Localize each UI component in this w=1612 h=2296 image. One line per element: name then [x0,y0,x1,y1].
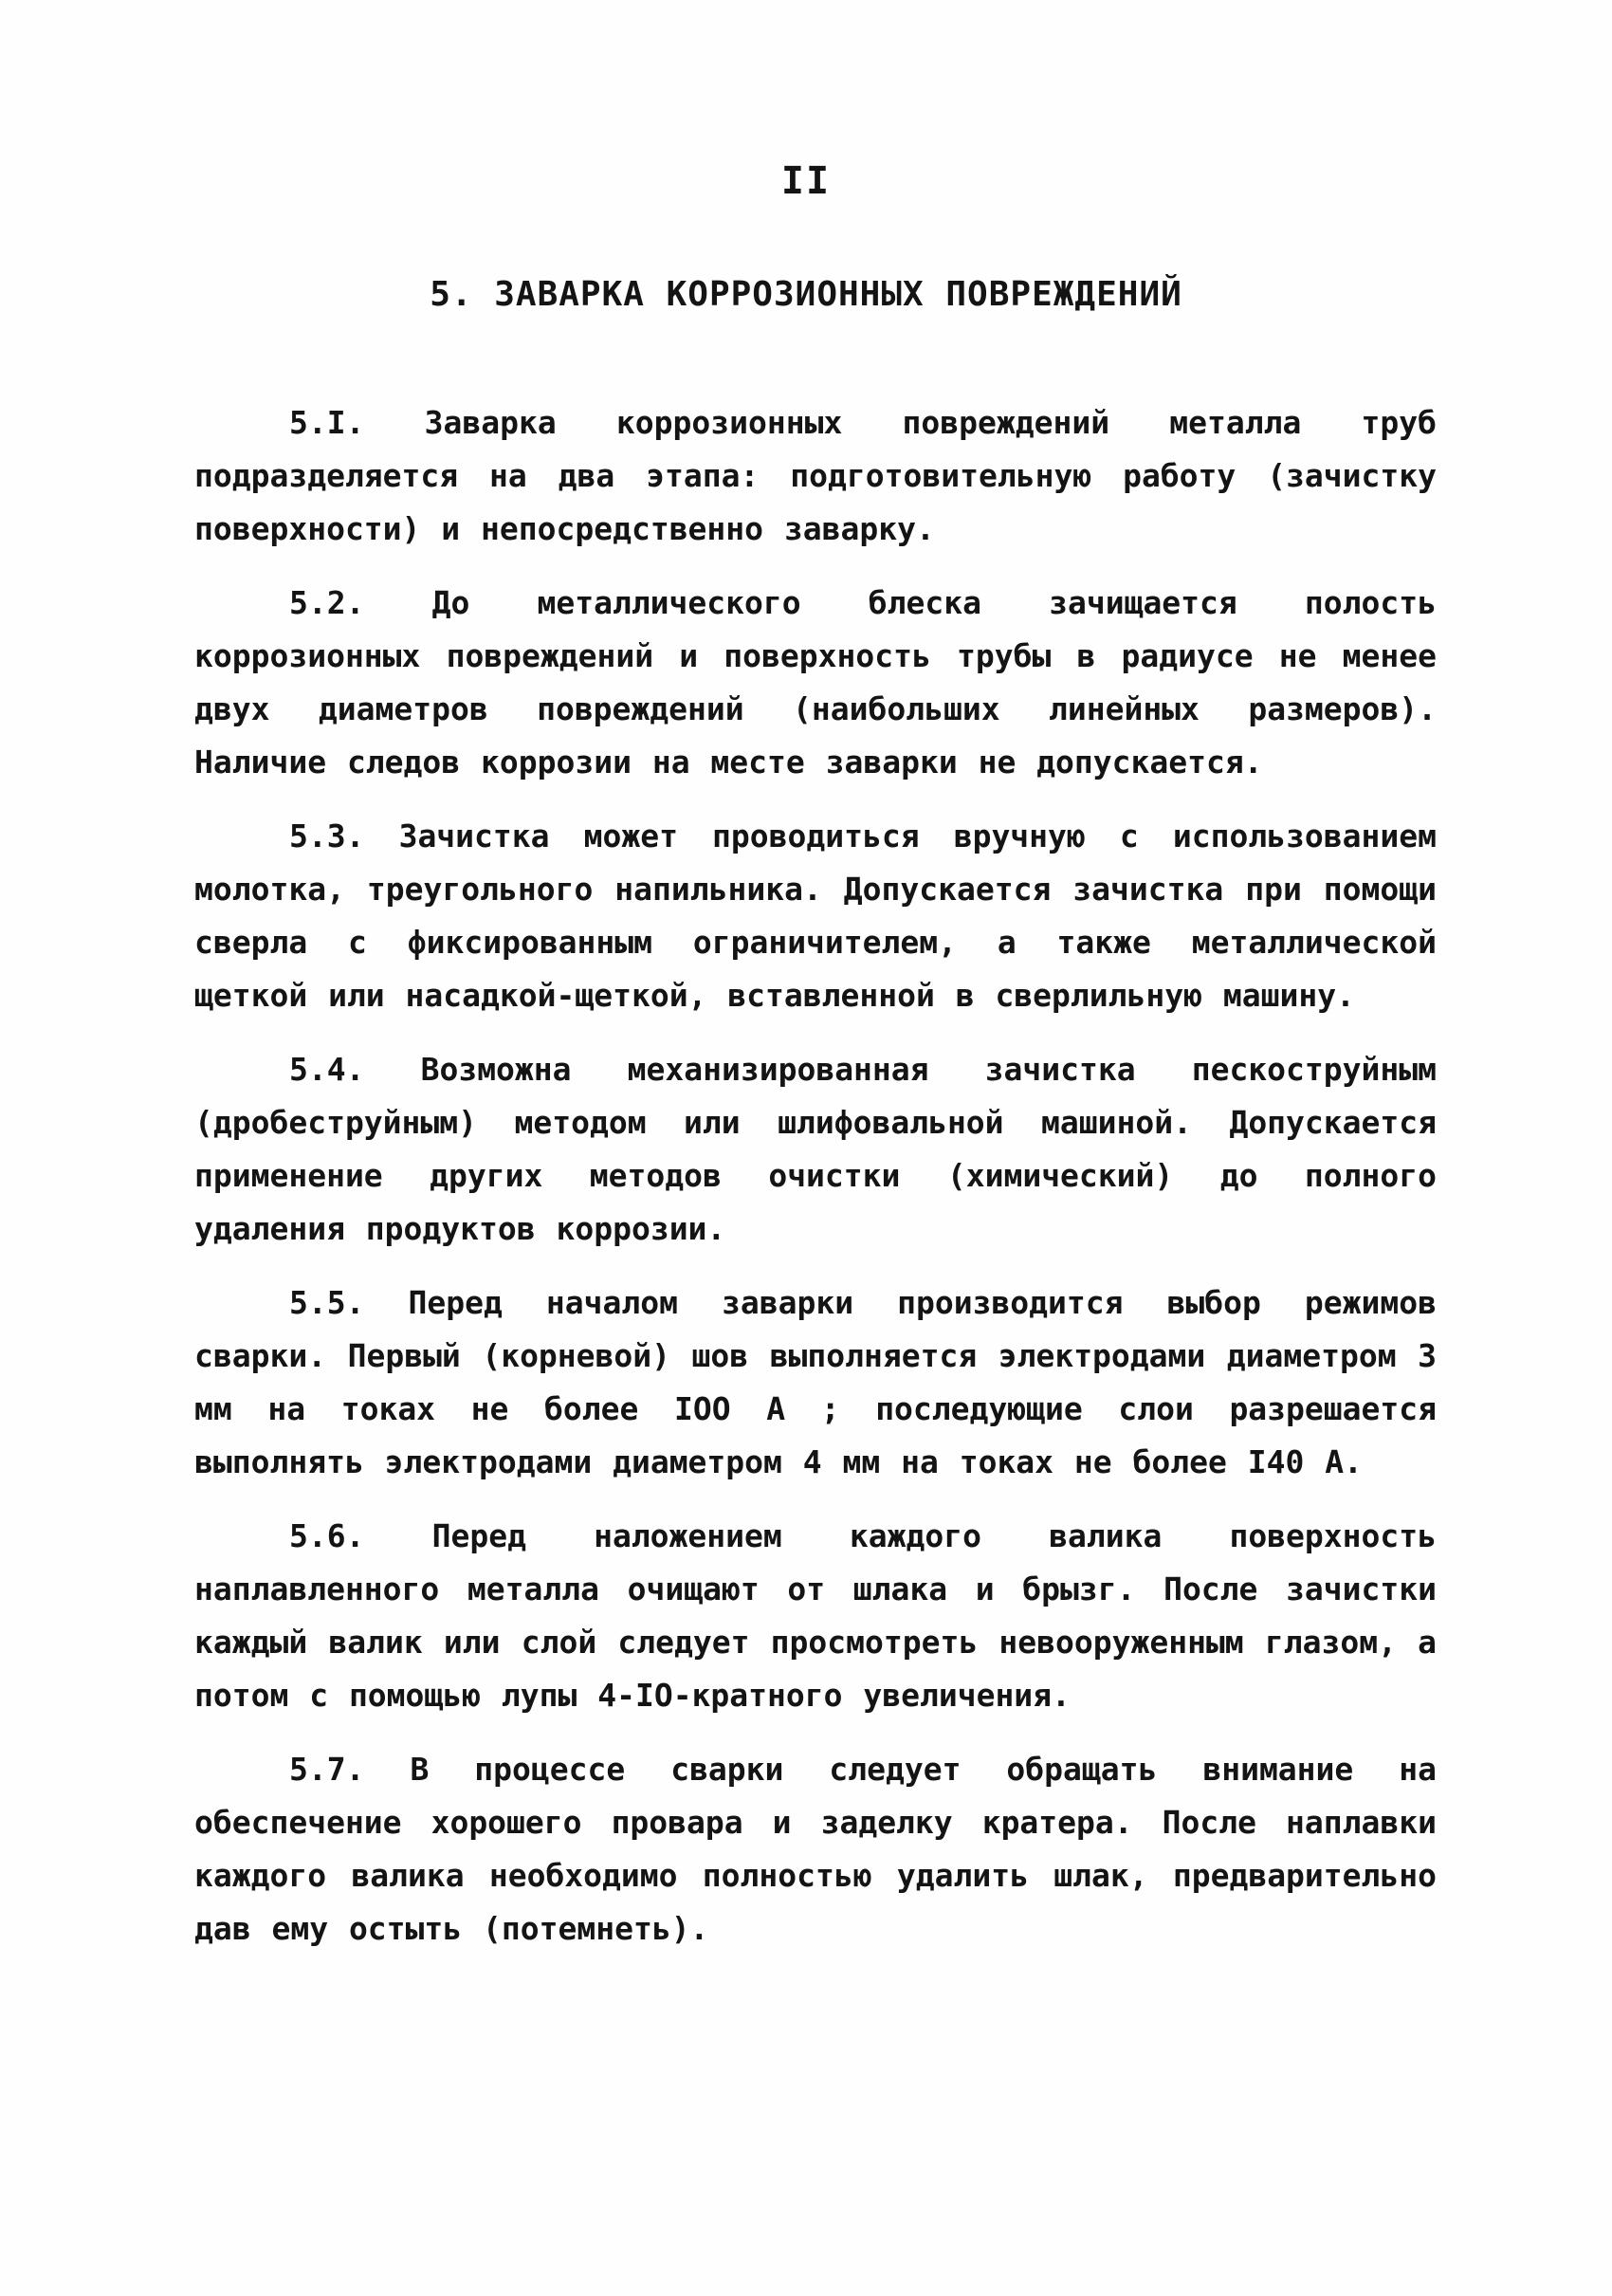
paragraph-5-3: 5.3. Зачистка может проводиться вручную с использованием молотка, треугольного напильника. Допускается зачистка при помощи сверла с фиксированным ограничителем, а также металлической щеткой или насадкой-щеткой, вставленной в сверлильную машину. [194,817,1437,1014]
paragraph-5-4: 5.4. Возможна механизированная зачистка пескоструйным (дробеструйным) методом или шлифовальной машиной. Допускается применение других методов очистки (химический) до полного удаления продуктов коррозии. [194,1051,1437,1247]
paragraph-5-5: 5.5. Перед началом заварки производится выбор режимов сварки. Первый (корневой) шов выполняется электродами диаметром 3 мм на токах не более IOO A ; последующие слои разрешается выполнять электродами диаметром 4 мм на токах не более I40 A. [194,1284,1437,1480]
section-title: 5. ЗАВАРКА КОРРОЗИОННЫХ ПОВРЕЖДЕНИЙ [430,275,1182,314]
page-number: II [780,159,832,203]
section-body [194,396,1437,1976]
paragraph-5-7: 5.7. В процессе сварки следует обращать внимание на обеспечение хорошего провара и заделку кратера. После наплавки каждого валика необходимо полностью удалить шлак, предварительно дав ему остыть (потемнеть). [194,1751,1437,1947]
paragraph-5-2: 5.2. До металлического блеска зачищается полость коррозионных повреждений и поверхность трубы в радиусе не менее двух диаметров повреждений (наибольших линейных размеров). Наличие следов коррозии на месте заварки не допускается. [194,584,1437,781]
paragraph-5-6: 5.6. Перед наложением каждого валика поверхность наплавленного металла очищают от шлака и брызг. После зачистки каждый валик или слой следует просмотреть невооруженным глазом, а потом с помощью лупы 4-IO-кратного увеличения. [194,1517,1437,1714]
paragraph-5-1: 5.I. Заварка коррозионных повреждений металла труб подразделяется на два этапа: подготовительную работу (зачистку поверхности) и непосредственно заварку. [194,404,1437,547]
